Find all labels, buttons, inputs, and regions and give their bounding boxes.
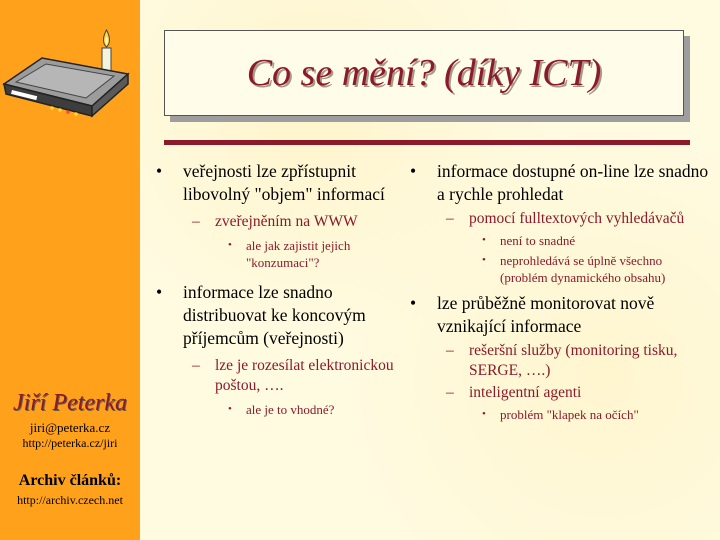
slide-title: Co se mění? (díky ICT) bbox=[246, 52, 602, 94]
sub-bullet-text: pomocí fulltextových vyhledávačů bbox=[469, 210, 685, 227]
title-box bbox=[164, 30, 684, 116]
bullet-dot-icon: • bbox=[156, 161, 163, 181]
sub-sub-bullet-text: ale jak zajistit jejich "konzumaci"? bbox=[246, 238, 351, 270]
right-column bbox=[404, 160, 710, 423]
sub-bullet-text: lze je rozesílat elektronickou poštou, …. bbox=[215, 357, 394, 394]
bullet-item bbox=[150, 160, 402, 271]
bullet-text: informace dostupné on-line lze snadno a rychle prohledat bbox=[437, 161, 709, 204]
left-column bbox=[150, 160, 402, 418]
bullet-dot-icon: • bbox=[410, 293, 417, 313]
sub-sub-bullet-text: neprohledává se úplně všechno (problém dynamického obsahu) bbox=[500, 253, 666, 285]
sub-sub-bullet-text: problém "klapek na očích" bbox=[500, 407, 639, 422]
sub-sub-bullet-text: ale je to vhodné? bbox=[246, 402, 335, 417]
sub-bullet-text: zveřejněním na WWW bbox=[215, 213, 358, 230]
bullet-item bbox=[404, 160, 710, 286]
dash-bullet-icon: – bbox=[446, 210, 454, 227]
modem-candle-illustration bbox=[2, 22, 132, 122]
sub-sub-bullet-text: není to snadné bbox=[500, 233, 576, 248]
small-bullet-icon: • bbox=[228, 239, 232, 251]
bullet-text: veřejnosti lze zpřístupnit libovolný "objem" informací bbox=[183, 161, 385, 204]
dash-bullet-icon: – bbox=[446, 342, 454, 359]
author-url[interactable]: http://peterka.cz/jiri bbox=[22, 436, 118, 450]
bullet-text: informace lze snadno distribuovat ke koncovým příjemcům (veřejnosti) bbox=[183, 282, 366, 348]
archive-title: Archiv článků: bbox=[18, 472, 122, 489]
small-bullet-icon: • bbox=[482, 254, 486, 266]
bullet-item bbox=[404, 292, 710, 423]
dash-bullet-icon: – bbox=[192, 213, 200, 230]
bullet-item bbox=[150, 281, 402, 418]
sub-bullet-text: rešeršní služby (monitoring tisku, SERGE, ….) bbox=[469, 342, 678, 379]
archive-url[interactable]: http://archiv.czech.net bbox=[17, 493, 123, 507]
small-bullet-icon: • bbox=[228, 403, 232, 415]
small-bullet-icon: • bbox=[482, 234, 486, 246]
title-divider bbox=[164, 140, 690, 145]
bullet-text: lze průběžně monitorovat nově vznikající informace bbox=[437, 293, 655, 336]
small-bullet-icon: • bbox=[482, 408, 486, 420]
dash-bullet-icon: – bbox=[192, 357, 200, 374]
author-email[interactable]: jiri@peterka.cz bbox=[29, 420, 111, 435]
sub-bullet-text: inteligentní agenti bbox=[469, 384, 582, 401]
bullet-dot-icon: • bbox=[410, 161, 417, 181]
dash-bullet-icon: – bbox=[446, 384, 454, 401]
bullet-dot-icon: • bbox=[156, 282, 163, 302]
author-name: Jiří Peterka bbox=[13, 390, 127, 416]
